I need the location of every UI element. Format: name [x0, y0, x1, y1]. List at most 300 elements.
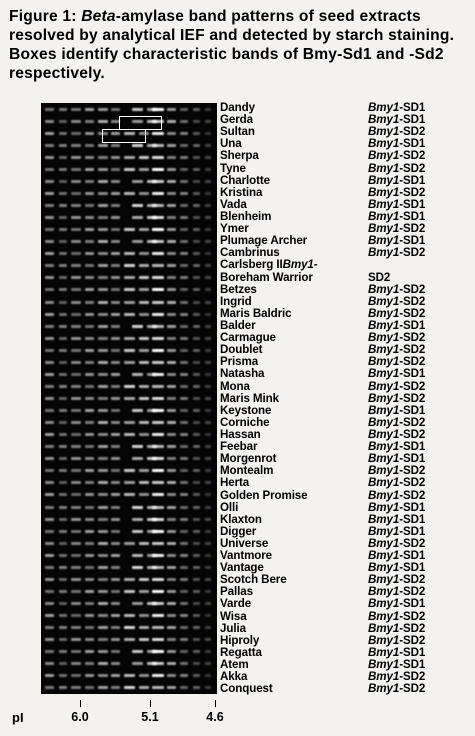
gel-band	[85, 590, 94, 593]
gel-band	[59, 349, 67, 352]
gel-band	[139, 252, 149, 255]
gel-band	[98, 216, 108, 219]
allele-name: -SD2	[399, 415, 426, 429]
gel-band	[180, 373, 188, 376]
gel-band	[193, 180, 200, 183]
gel-band	[205, 554, 211, 557]
gel-band	[98, 337, 108, 340]
gel-band	[59, 638, 67, 641]
gel-band	[205, 469, 211, 472]
gel-band	[111, 192, 120, 195]
gel-band	[45, 361, 54, 364]
variety-name: Dandy	[220, 101, 255, 114]
gel-band	[132, 144, 143, 147]
gel-band	[111, 240, 120, 243]
gel-band	[71, 216, 81, 219]
gel-band	[124, 337, 135, 340]
allele-name: -SD1	[399, 597, 426, 611]
gel-band	[139, 397, 149, 400]
allele-name: -SD2	[399, 621, 426, 635]
gene-name: Bmy1	[368, 197, 400, 211]
gel-band	[98, 662, 108, 665]
gel-band	[180, 493, 188, 496]
gene-name: Bmy1	[368, 331, 400, 345]
allele-name: -SD2	[399, 682, 426, 696]
gel-band	[45, 301, 54, 304]
gel-band	[193, 626, 200, 629]
gel-band	[205, 361, 211, 364]
gel-band	[205, 445, 211, 448]
gel-band	[59, 650, 67, 653]
gel-band	[167, 228, 176, 231]
gel-band	[167, 156, 176, 159]
gel-band	[85, 240, 94, 243]
gel-band	[98, 385, 108, 388]
gel-band	[98, 228, 108, 231]
gel-band	[180, 385, 188, 388]
gel-band	[180, 180, 188, 183]
gel-band	[98, 481, 108, 484]
gel-band	[71, 385, 81, 388]
gel-band	[45, 373, 54, 376]
gel-band	[85, 662, 94, 665]
gel-band	[45, 385, 54, 388]
gel-band	[139, 578, 149, 581]
gel-band	[111, 674, 120, 677]
gel-band	[85, 686, 94, 689]
gel-band	[180, 662, 188, 665]
variety-name: Charlotte	[220, 173, 270, 187]
gel-band	[193, 228, 200, 231]
gel-band	[59, 554, 67, 557]
gel-band	[45, 288, 54, 291]
gel-band	[71, 578, 81, 581]
gel-band	[139, 301, 149, 304]
gel-band	[111, 421, 120, 424]
gel-band	[167, 638, 176, 641]
gel-band	[111, 686, 120, 689]
gene-name: Bmy1	[368, 415, 400, 429]
gene-name: Bmy1	[368, 367, 400, 381]
gel-band	[71, 288, 81, 291]
gel-band	[59, 120, 67, 123]
gel-band	[193, 144, 200, 147]
allele-name: -SD1	[399, 512, 426, 526]
gel-band	[111, 204, 120, 207]
gel-band	[59, 397, 67, 400]
allele-name: -SD2	[399, 343, 426, 357]
gel-band	[180, 120, 188, 123]
gel-band	[132, 409, 143, 412]
gel-band	[45, 216, 54, 219]
allele-name: -SD2	[399, 282, 426, 296]
gel-band	[85, 433, 94, 436]
gel-band	[193, 373, 200, 376]
gel-band	[167, 325, 176, 328]
gel-band	[59, 686, 67, 689]
gel-band	[111, 566, 120, 569]
gel-band	[98, 373, 108, 376]
gel-band	[167, 373, 176, 376]
gel-band	[71, 240, 81, 243]
gel-band	[45, 180, 54, 183]
gel-band	[59, 361, 67, 364]
gel-band	[167, 168, 176, 171]
gel-band	[111, 493, 120, 496]
gel-band	[45, 614, 54, 617]
gene-name: Bmy1	[368, 379, 400, 393]
gel-band	[59, 168, 67, 171]
gel-band	[85, 120, 94, 123]
gel-band	[132, 506, 143, 509]
gel-band	[205, 566, 211, 569]
gel-band	[71, 542, 81, 545]
gel-band	[180, 168, 188, 171]
gel-band	[205, 192, 211, 195]
gel-band	[180, 650, 188, 653]
gel-band	[59, 566, 67, 569]
gel-band	[193, 108, 200, 111]
gene-name: Bmy1	[368, 137, 400, 151]
gel-band	[180, 578, 188, 581]
gel-band	[193, 168, 200, 171]
gene-name: Bmy1	[368, 101, 400, 114]
gel-band	[139, 674, 149, 677]
allele-name: -SD2	[399, 161, 426, 175]
gel-band	[71, 638, 81, 641]
allele-name: -SD1	[399, 403, 426, 417]
variety-name: Natasha	[220, 367, 265, 381]
gene-name: Bmy1	[368, 464, 400, 478]
gel-band	[98, 590, 108, 593]
gel-band	[111, 530, 120, 533]
gel-band	[205, 650, 211, 653]
allele-name: -SD2	[399, 536, 426, 550]
gel-band	[193, 313, 200, 316]
gel-band	[193, 493, 200, 496]
gel-band	[98, 301, 108, 304]
gel-band	[71, 481, 81, 484]
gel-band	[71, 325, 81, 328]
gel-band	[180, 638, 188, 641]
gel-band	[71, 590, 81, 593]
gel-band	[59, 626, 67, 629]
gel-band	[111, 602, 120, 605]
gene-name: Bmy1	[368, 318, 400, 332]
gel-band	[45, 240, 54, 243]
gel-band	[193, 156, 200, 159]
gel-band	[111, 252, 120, 255]
gel-band	[85, 132, 94, 135]
allele-name: -SD1	[399, 318, 426, 332]
gel-band	[139, 469, 149, 472]
gel-band	[124, 288, 135, 291]
gel-band	[71, 180, 81, 183]
gel-band	[111, 385, 120, 388]
gel-band	[111, 554, 120, 557]
gel-band	[45, 337, 54, 340]
gel-band	[139, 385, 149, 388]
gel-band	[167, 108, 176, 111]
allele-name: -SD2	[399, 573, 426, 587]
gel-band	[45, 349, 54, 352]
gel-band	[139, 337, 149, 340]
pi-tick-label: 6.0	[71, 710, 89, 724]
gel-band	[71, 132, 81, 135]
gel-band	[59, 204, 67, 207]
gel-band	[205, 240, 211, 243]
gel-band	[59, 385, 67, 388]
gel-band	[45, 650, 54, 653]
pi-tick-label: 4.6	[206, 710, 224, 724]
variety-label	[220, 490, 370, 502]
gel-band	[85, 506, 94, 509]
gel-band	[205, 373, 211, 376]
gel-band	[139, 590, 149, 593]
gel-band	[98, 433, 108, 436]
gel-band	[59, 469, 67, 472]
gel-band	[98, 542, 108, 545]
gel-band	[45, 662, 54, 665]
gel-band	[205, 686, 211, 689]
gel-band	[132, 650, 143, 653]
allele-name: -SD2	[399, 670, 426, 684]
gel-band	[205, 518, 211, 521]
gel-band	[59, 481, 67, 484]
gel-band	[71, 313, 81, 316]
gel-band	[85, 276, 94, 279]
allele-name: -SD1	[399, 658, 426, 672]
gel-band	[205, 144, 211, 147]
gel-band	[111, 349, 120, 352]
gel-band	[180, 602, 188, 605]
gel-band	[71, 120, 81, 123]
gel-band	[152, 288, 164, 291]
gene-name: Bmy1	[368, 234, 400, 248]
gel-band	[152, 493, 164, 496]
gene-name: Bmy1	[368, 306, 400, 320]
gel-band	[71, 566, 81, 569]
gel-band	[45, 132, 54, 135]
gene-name: Bmy1	[368, 476, 400, 490]
gel-band	[45, 276, 54, 279]
gel-band	[71, 530, 81, 533]
gel-band	[71, 674, 81, 677]
gel-band	[152, 180, 164, 183]
gel-band	[139, 493, 149, 496]
gene-name: Bmy1	[368, 549, 400, 563]
variety-name: Doublet	[220, 343, 263, 357]
gel-band	[167, 337, 176, 340]
variety-name: Una	[220, 137, 242, 151]
gene-name: Bmy1	[368, 670, 400, 684]
gel-band	[180, 409, 188, 412]
gel-band	[205, 180, 211, 183]
gel-band	[111, 542, 120, 545]
gel-band	[180, 542, 188, 545]
gel-band	[45, 674, 54, 677]
gel-band	[45, 686, 54, 689]
gel-band	[45, 204, 54, 207]
gel-band	[180, 397, 188, 400]
gel-band	[152, 590, 164, 593]
gel-band	[139, 361, 149, 364]
gel-band	[167, 144, 176, 147]
gel-band	[85, 481, 94, 484]
gel-band	[85, 578, 94, 581]
gel-band	[59, 530, 67, 533]
gene-name: Bmy1	[368, 488, 400, 502]
gel-band	[180, 349, 188, 352]
gel-band	[71, 349, 81, 352]
gel-band	[180, 228, 188, 231]
allele-name: -SD1	[399, 101, 426, 114]
gel-band	[193, 349, 200, 352]
gel-band	[180, 301, 188, 304]
gel-band	[111, 228, 120, 231]
allele-name: -SD2	[399, 633, 426, 647]
gel-band	[71, 626, 81, 629]
gel-band	[167, 120, 176, 123]
variety-name: Plumage Archer	[220, 234, 308, 248]
gel-band	[205, 313, 211, 316]
gel-band	[98, 108, 108, 111]
gel-band	[152, 614, 164, 617]
gel-band	[167, 614, 176, 617]
gel-band	[98, 614, 108, 617]
allele-name: -SD1	[399, 524, 426, 538]
gel-band	[45, 518, 54, 521]
gel-band	[98, 252, 108, 255]
gel-band	[45, 421, 54, 424]
gel-band	[205, 228, 211, 231]
variety-name: Regatta	[220, 645, 262, 659]
gel-band	[139, 638, 149, 641]
gel-band	[180, 204, 188, 207]
allele-name: -SD2	[399, 476, 426, 490]
gel-band	[71, 361, 81, 364]
gel-band	[98, 144, 108, 147]
pi-tick-mark	[215, 700, 216, 707]
gel-band	[193, 481, 200, 484]
gel-band	[139, 156, 149, 159]
gene-name: Bmy1	[368, 173, 400, 187]
variety-name: Carmague	[220, 331, 276, 345]
gel-band	[167, 457, 176, 460]
gel-band	[152, 204, 164, 207]
gel-band	[152, 662, 164, 665]
gel-band	[152, 602, 164, 605]
gel-band	[167, 301, 176, 304]
gel-band	[45, 554, 54, 557]
gel-band	[124, 349, 135, 352]
gel-band	[45, 120, 54, 123]
gel-band	[193, 674, 200, 677]
gel-band	[85, 554, 94, 557]
variety-name: Gerda	[220, 113, 254, 127]
gel-band	[132, 240, 143, 243]
gel-band	[193, 614, 200, 617]
gel-band	[193, 240, 200, 243]
gel-band	[111, 168, 120, 171]
gel-band	[152, 373, 164, 376]
gel-band	[85, 602, 94, 605]
gel-band	[45, 264, 54, 267]
gel-band	[71, 144, 81, 147]
gel-band	[45, 626, 54, 629]
gel-band	[205, 530, 211, 533]
gel-band	[59, 228, 67, 231]
gel-band	[85, 228, 94, 231]
gel-band	[193, 276, 200, 279]
gel-band	[85, 216, 94, 219]
gel-band	[167, 276, 176, 279]
gel-band	[124, 578, 135, 581]
gel-band	[59, 662, 67, 665]
gel-band	[85, 288, 94, 291]
gel-band	[205, 301, 211, 304]
allele-name: -SD1	[399, 234, 426, 248]
gel-band	[139, 433, 149, 436]
gel-band	[98, 361, 108, 364]
gel-band	[180, 590, 188, 593]
gel-band	[85, 204, 94, 207]
gel-band	[193, 590, 200, 593]
gel-band	[59, 108, 67, 111]
allele-name: -SD1	[399, 367, 426, 381]
gel-band	[85, 252, 94, 255]
variety-name: Herta	[220, 476, 250, 490]
gel-band	[85, 108, 94, 111]
gel-band	[98, 204, 108, 207]
gel-band	[152, 156, 164, 159]
gel-band	[167, 590, 176, 593]
gel-band	[152, 264, 164, 267]
gel-band	[98, 288, 108, 291]
gel-band	[45, 409, 54, 412]
gel-band	[139, 614, 149, 617]
gel-band	[45, 144, 54, 147]
pi-axis	[0, 700, 475, 730]
gel-band	[167, 506, 176, 509]
gel-band	[167, 288, 176, 291]
gel-band	[193, 638, 200, 641]
gel-band	[139, 313, 149, 316]
gel-band	[71, 493, 81, 496]
gel-band	[45, 252, 54, 255]
allele-name: -SD1	[399, 197, 426, 211]
gel-band	[71, 469, 81, 472]
gel-band	[139, 481, 149, 484]
gel-band	[167, 493, 176, 496]
gel-band	[98, 554, 108, 557]
gel-band	[205, 132, 211, 135]
gel-band	[152, 554, 164, 557]
variety-name: Mona	[220, 379, 250, 393]
gel-band	[152, 638, 164, 641]
gel-band	[71, 686, 81, 689]
gel-band	[45, 192, 54, 195]
gel-band	[85, 156, 94, 159]
gel-band	[205, 276, 211, 279]
gel-band	[139, 276, 149, 279]
gel-band	[45, 530, 54, 533]
variety-name: Keystone	[220, 403, 272, 417]
gel-band	[205, 674, 211, 677]
gel-band	[98, 120, 108, 123]
ief-gel-image	[41, 103, 217, 694]
allele-name: -SD2	[399, 488, 426, 502]
